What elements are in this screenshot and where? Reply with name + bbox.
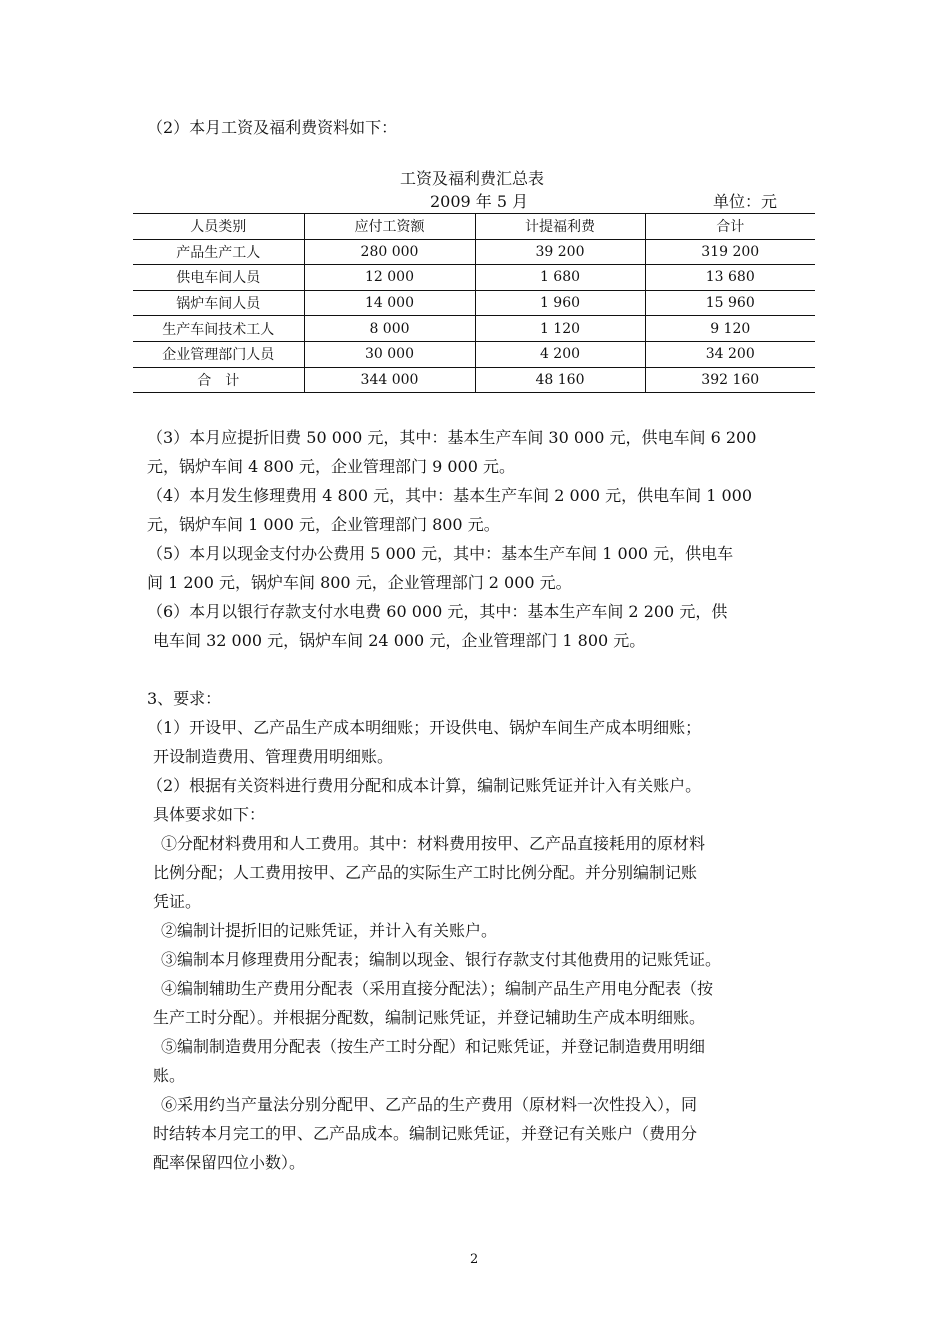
paragraph-line: （6）本月以银行存款支付水电费 60 000 元，其中：基本生产车间 2 200 元，供 [147, 602, 728, 621]
table-cell: 1 120 [475, 316, 645, 342]
table-row [133, 316, 815, 342]
paragraph-line: 元，锅炉车间 1 000 元，企业管理部门 800 元。 [147, 515, 500, 534]
requirement-line: ⑤编制制造费用分配表（按生产工时分配）和记账凭证，并登记制造费用明细 [161, 1037, 706, 1056]
table-cell: 产品生产工人 [133, 239, 304, 265]
requirement-line: ①分配材料费用和人工费用。其中：材料费用按甲、乙产品直接耗用的原材料 [161, 834, 706, 853]
table-cell: 生产车间技术工人 [133, 316, 304, 342]
table-row [133, 290, 815, 316]
table-cell: 14 000 [304, 290, 475, 316]
table-cell: 合 计 [133, 367, 304, 393]
table-cell: 4 200 [475, 341, 645, 367]
requirement-line: 配率保留四位小数）。 [153, 1153, 306, 1172]
header-cell: 应付工资额 [304, 214, 475, 240]
table-cell: 12 000 [304, 265, 475, 291]
requirement-line: 生产工时分配）。并根据分配数，编制记账凭证，并登记辅助生产成本明细账。 [153, 1008, 706, 1027]
requirement-line: 比例分配；人工费用按甲、乙产品的实际生产工时比例分配。并分别编制记账 [153, 863, 698, 882]
wage-welfare-table [133, 213, 815, 393]
header-cell: 计提福利费 [475, 214, 645, 240]
paragraph-line: （5）本月以现金支付办公费用 5 000 元，其中：基本生产车间 1 000 元，供电车 [147, 544, 734, 563]
paragraph-line: 电车间 32 000 元，锅炉车间 24 000 元，企业管理部门 1 800 元。 [153, 631, 646, 650]
paragraph-line: 间 1 200 元，锅炉车间 800 元，企业管理部门 2 000 元。 [147, 573, 572, 592]
table-cell: 供电车间人员 [133, 265, 304, 291]
paragraph-line: （3）本月应提折旧费 50 000 元，其中：基本生产车间 30 000 元，供电车间 6 200 [147, 428, 757, 447]
intro-line: （2）本月工资及福利费资料如下： [147, 118, 398, 137]
requirement-line: ②编制计提折旧的记账凭证，并计入有关账户。 [161, 921, 498, 940]
table-cell: 319 200 [645, 239, 815, 265]
table-cell: 8 000 [304, 316, 475, 342]
table-cell: 344 000 [304, 367, 475, 393]
table-cell: 280 000 [304, 239, 475, 265]
table-unit: 单位：元 [713, 192, 778, 211]
requirement-line: ④编制辅助生产费用分配表（采用直接分配法）；编制产品生产用电分配表（按 [161, 979, 714, 998]
table-cell: 13 680 [645, 265, 815, 291]
table-cell: 1 680 [475, 265, 645, 291]
requirement-line: （2）根据有关资料进行费用分配和成本计算，编制记账凭证并计入有关账户。 [147, 776, 702, 795]
requirement-line: 开设制造费用、管理费用明细账。 [153, 747, 394, 766]
requirement-line: 具体要求如下： [153, 805, 266, 824]
table-total-row [133, 367, 815, 393]
page-number: 2 [470, 1252, 479, 1267]
table-row [133, 239, 815, 265]
table-cell: 锅炉车间人员 [133, 290, 304, 316]
table-date: 2009 年 5 月 [430, 192, 529, 211]
header-cell: 合计 [645, 214, 815, 240]
table-row [133, 341, 815, 367]
table-cell: 企业管理部门人员 [133, 341, 304, 367]
table-cell: 392 160 [645, 367, 815, 393]
table-title: 工资及福利费汇总表 [400, 169, 545, 188]
requirement-line: ③编制本月修理费用分配表；编制以现金、银行存款支付其他费用的记账凭证。 [161, 950, 722, 969]
table-cell: 1 960 [475, 290, 645, 316]
table-cell: 39 200 [475, 239, 645, 265]
table-cell: 48 160 [475, 367, 645, 393]
requirement-line: 时结转本月完工的甲、乙产品成本。编制记账凭证，并登记有关账户（费用分 [153, 1124, 698, 1143]
table-cell: 9 120 [645, 316, 815, 342]
requirement-line: 账。 [153, 1066, 186, 1085]
paragraph-line: （4）本月发生修理费用 4 800 元，其中：基本生产车间 2 000 元，供电车间 1 000 [147, 486, 753, 505]
table-cell: 30 000 [304, 341, 475, 367]
requirements-heading: 3、要求： [147, 689, 222, 708]
paragraph-line: 元，锅炉车间 4 800 元，企业管理部门 9 000 元。 [147, 457, 515, 476]
table-cell: 15 960 [645, 290, 815, 316]
table-header-row [133, 214, 815, 240]
requirement-line: ⑥采用约当产量法分别分配甲、乙产品的生产费用（原材料一次性投入），同 [161, 1095, 698, 1114]
table-cell: 34 200 [645, 341, 815, 367]
table-row [133, 265, 815, 291]
requirement-line: （1）开设甲、乙产品生产成本明细账；开设供电、锅炉车间生产成本明细账； [147, 718, 702, 737]
header-cell: 人员类别 [133, 214, 304, 240]
requirement-line: 凭证。 [153, 892, 202, 911]
